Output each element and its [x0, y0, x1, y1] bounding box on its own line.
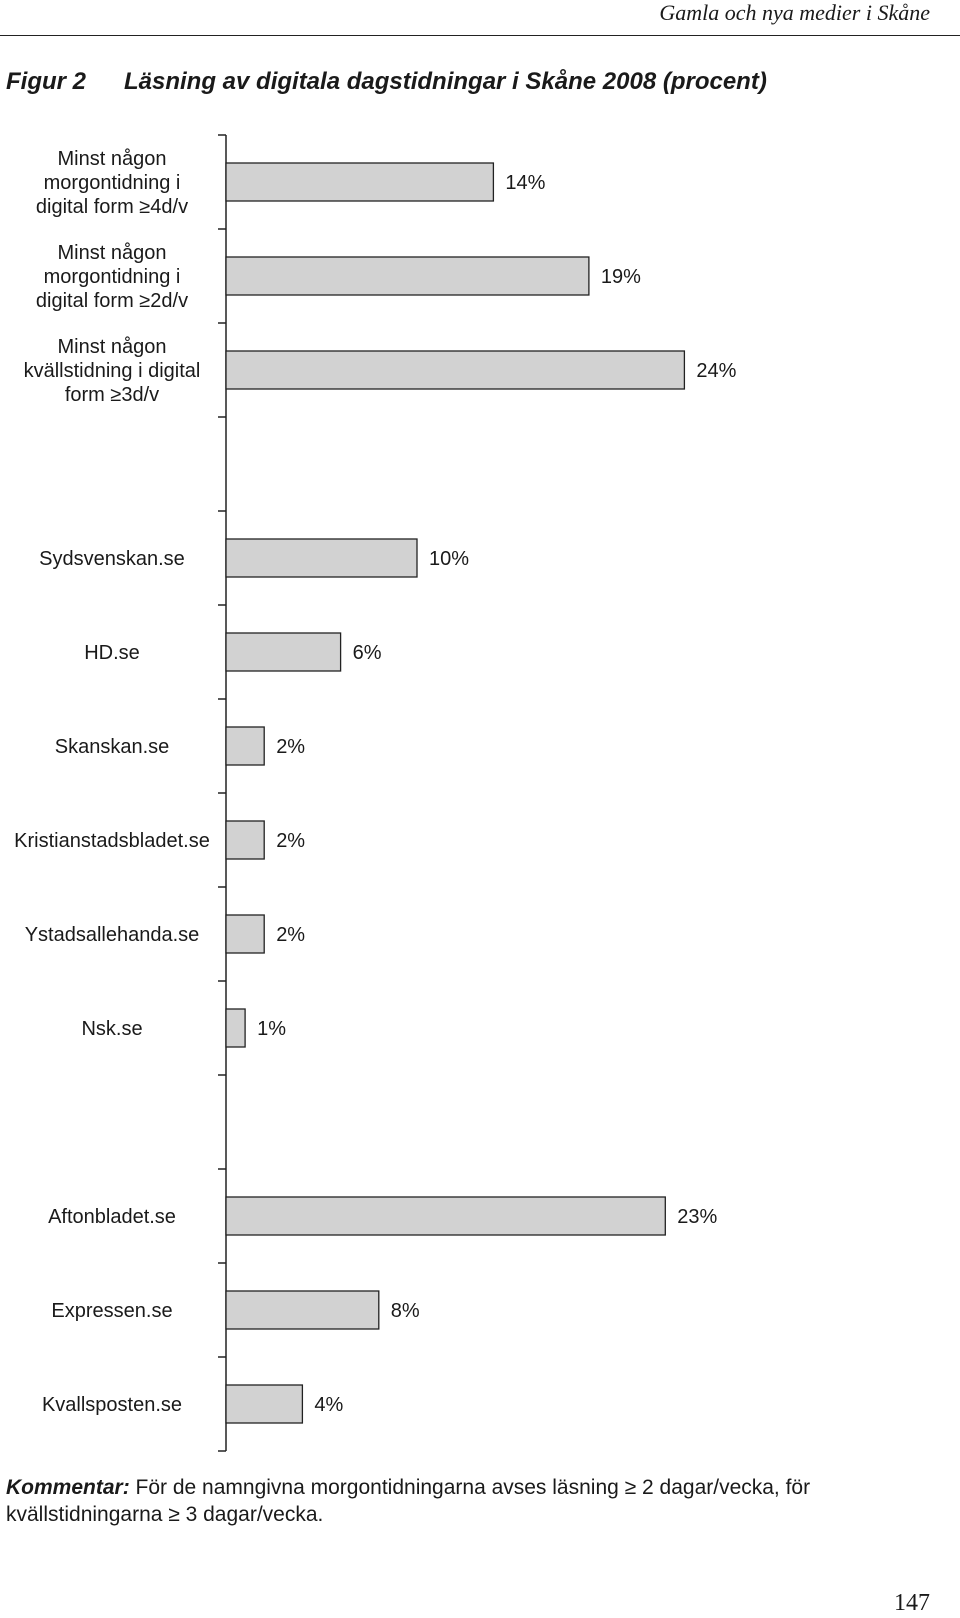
category-label-4: [84, 642, 140, 664]
category-label-line: Sydsvenskan.se: [39, 548, 185, 570]
value-label-5: 2%: [276, 736, 306, 758]
category-label-line: Kvallsposten.se: [41, 1394, 183, 1416]
bar-11: [226, 1385, 302, 1423]
value-label-7: 2%: [276, 924, 306, 946]
category-label-2: [24, 336, 201, 406]
category-label-10: [51, 1300, 172, 1322]
category-label-line: Expressen.se: [51, 1300, 173, 1322]
running-header: Gamla och nya medier i Skåne: [659, 0, 930, 25]
category-label-line: Aftonbladet.se: [48, 1206, 176, 1228]
category-label-line: Minst någon: [57, 336, 167, 358]
category-label-5: [55, 736, 170, 758]
bar-10: [226, 1291, 379, 1329]
category-label-1: [36, 242, 188, 312]
category-label-line: morgontidning i: [43, 172, 181, 194]
category-label-line: Minst någon: [57, 148, 167, 170]
comment-text: För de namngivna morgontidningarna avses läsning ≥ 2 dagar/vecka, för kvällstidningarna ≥ 3 dagar/vecka.: [6, 1476, 811, 1526]
category-label-line: digital form ≥4d/v: [35, 196, 189, 218]
category-label-line: Kristianstadsbladet.se: [14, 830, 210, 852]
bar-9: [226, 1197, 665, 1235]
bar-5: [226, 727, 264, 765]
category-label-line: kvällstidning i digital: [23, 360, 201, 382]
page-number: 147: [894, 1590, 930, 1616]
category-label-8: [81, 1018, 142, 1040]
value-label-8: 1%: [257, 1018, 287, 1040]
category-label-line: Ystadsallehanda.se: [24, 924, 200, 946]
category-label-line: Skanskan.se: [54, 736, 170, 758]
value-label-3: 10%: [429, 548, 470, 570]
category-label-line: HD.se: [84, 642, 140, 664]
value-label-0: 14%: [505, 172, 546, 194]
category-label-6: [14, 830, 210, 852]
bar-2: [226, 351, 684, 389]
category-label-0: [36, 148, 188, 218]
bar-1: [226, 257, 589, 295]
category-label-line: form ≥3d/v: [64, 384, 160, 406]
category-label-line: Minst någon: [57, 242, 167, 264]
comment-lead: Kommentar:: [6, 1476, 130, 1499]
category-label-3: [39, 548, 185, 570]
category-label-9: [48, 1206, 176, 1228]
category-label-11: [42, 1394, 182, 1416]
category-label-7: [25, 924, 200, 946]
category-label-line: digital form ≥2d/v: [35, 290, 189, 312]
bar-7: [226, 915, 264, 953]
figure-label: Figur 2: [6, 68, 87, 95]
bar-4: [226, 633, 341, 671]
bar-6: [226, 821, 264, 859]
category-label-line: morgontidning i: [43, 266, 181, 288]
value-label-10: 8%: [390, 1300, 420, 1322]
value-label-11: 4%: [314, 1394, 344, 1416]
comment: [6, 1474, 956, 1528]
category-label-line: Nsk.se: [81, 1018, 143, 1040]
bar-8: [226, 1009, 245, 1047]
bar-0: [226, 163, 493, 201]
bar-3: [226, 539, 417, 577]
value-label-9: 23%: [677, 1206, 718, 1228]
value-label-6: 2%: [276, 830, 306, 852]
value-label-2: 24%: [696, 360, 737, 382]
value-label-1: 19%: [600, 266, 641, 288]
value-label-4: 6%: [352, 642, 382, 664]
figure-title: Läsning av digitala dagstidningar i Skåne 2008 (procent): [124, 68, 767, 95]
